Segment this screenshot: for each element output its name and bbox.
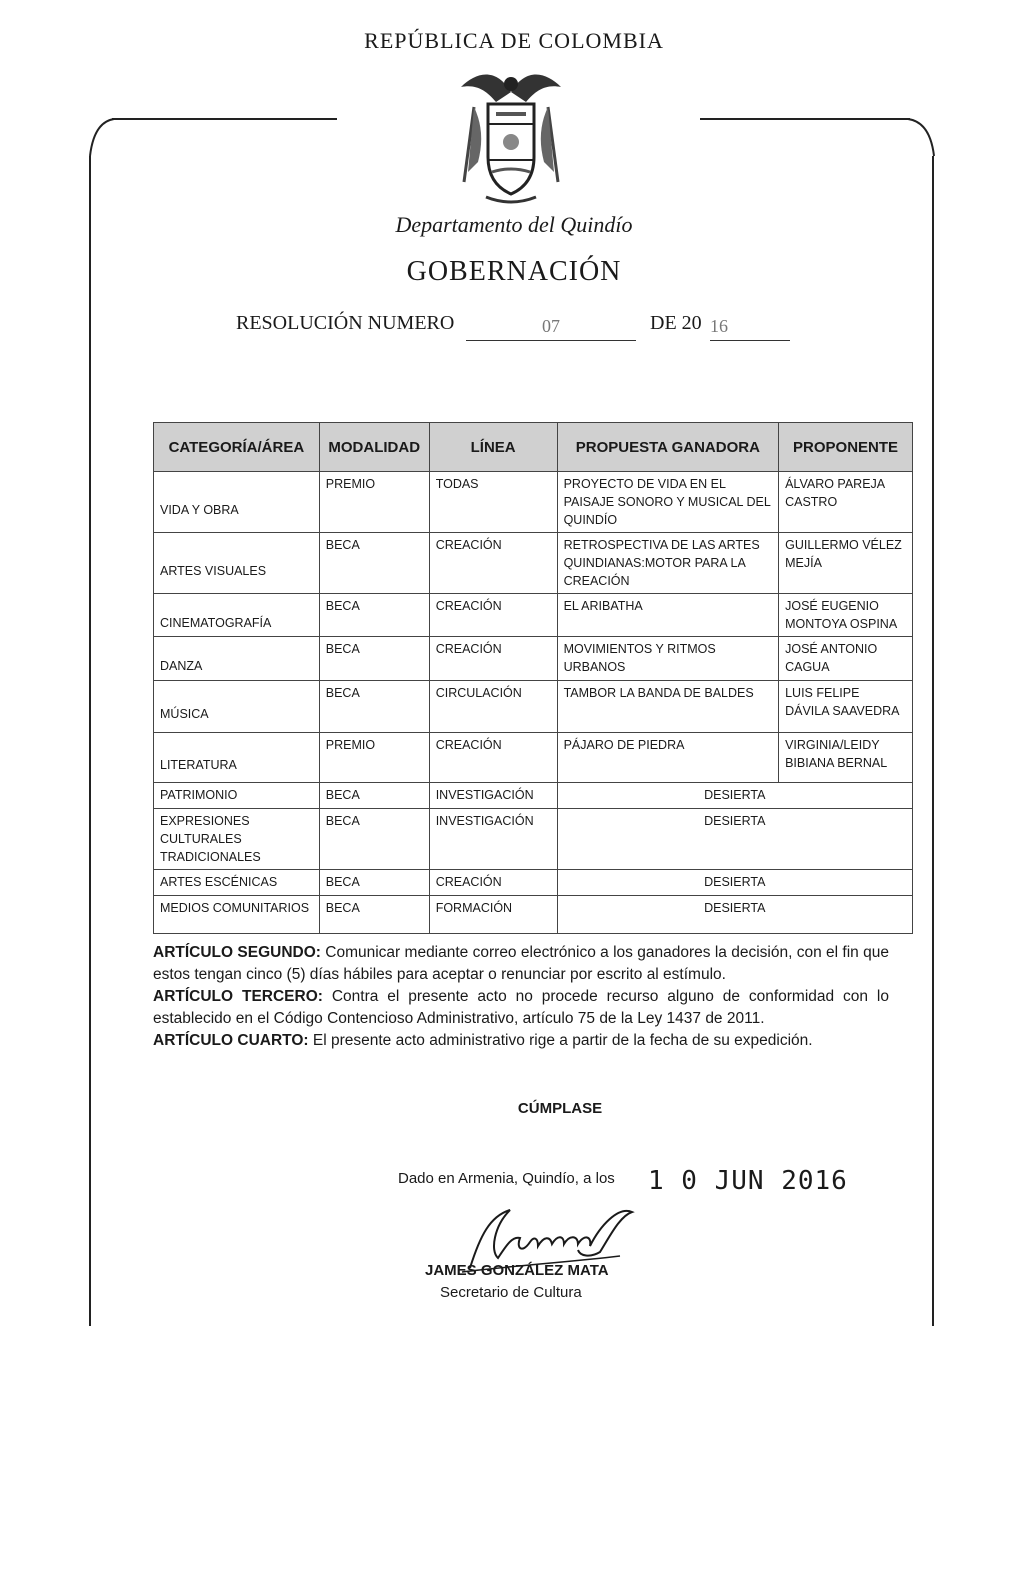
date-stamp: 1 0 JUN 2016 [648, 1166, 848, 1196]
cell-categoria: MEDIOS COMUNITARIOS [154, 896, 320, 934]
cumplase-heading: CÚMPLASE [517, 1100, 603, 1117]
cell-proponente: JOSÉ EUGENIO MONTOYA OSPINA [779, 594, 913, 637]
frame-corner-left [86, 118, 116, 158]
cell-desierta: DESIERTA [557, 896, 912, 934]
frame-top-right [700, 118, 910, 120]
cell-modalidad: BECA [319, 783, 429, 809]
cell-proponente: VIRGINIA/LEIDY BIBIANA BERNAL [779, 733, 913, 783]
table-row [154, 870, 913, 896]
resolution-label: RESOLUCIÓN NUMERO [236, 312, 455, 334]
article-tercero [153, 986, 889, 1030]
cell-linea: INVESTIGACIÓN [429, 809, 557, 870]
column-header: CATEGORÍA/ÁREA [154, 423, 320, 472]
table-row [154, 681, 913, 733]
country-heading: REPÚBLICA DE COLOMBIA [364, 28, 664, 53]
table-row [154, 783, 913, 809]
cell-desierta: DESIERTA [557, 783, 912, 809]
cell-modalidad: BECA [319, 870, 429, 896]
cell-propuesta: RETROSPECTIVA DE LAS ARTES QUINDIANAS:MOTOR PARA LA CREACIÓN [557, 533, 779, 594]
cell-proponente: ÁLVARO PAREJA CASTRO [779, 472, 913, 533]
table-row [154, 733, 913, 783]
results-table [153, 422, 913, 934]
cell-linea: TODAS [429, 472, 557, 533]
frame-corner-right [906, 118, 940, 158]
cell-linea: INVESTIGACIÓN [429, 783, 557, 809]
entity-title: GOBERNACIÓN [406, 256, 622, 287]
cell-proponente: GUILLERMO VÉLEZ MEJÍA [779, 533, 913, 594]
column-header: PROPUESTA GANADORA [557, 423, 779, 472]
cell-linea: FORMACIÓN [429, 896, 557, 934]
cell-modalidad: BECA [319, 896, 429, 934]
article-segundo [153, 942, 889, 986]
cell-linea: CREACIÓN [429, 870, 557, 896]
cell-modalidad: BECA [319, 681, 429, 733]
column-header: LÍNEA [429, 423, 557, 472]
signer-name: JAMES GONZÁLEZ MATA [425, 1262, 609, 1279]
article-text: El presente acto administrativo rige a partir de la fecha de su expedición. [312, 1032, 813, 1049]
cell-propuesta: MOVIMIENTOS Y RITMOS URBANOS [557, 637, 779, 681]
year-label: DE 20 [650, 312, 702, 334]
column-header: PROPONENTE [779, 423, 913, 472]
table-row [154, 594, 913, 637]
cell-desierta: DESIERTA [557, 809, 912, 870]
department-name: Departamento del Quindío [395, 212, 633, 237]
cell-modalidad: PREMIO [319, 733, 429, 783]
place-date-text: Dado en Armenia, Quindío, a los [398, 1170, 615, 1187]
cell-proponente: JOSÉ ANTONIO CAGUA [779, 637, 913, 681]
cell-modalidad: BECA [319, 637, 429, 681]
coat-of-arms-icon [456, 62, 566, 207]
article-label: ARTÍCULO TERCERO: [153, 988, 323, 1005]
cell-linea: CREACIÓN [429, 733, 557, 783]
cell-linea: CREACIÓN [429, 533, 557, 594]
cell-linea: CREACIÓN [429, 637, 557, 681]
article-label: ARTÍCULO CUARTO: [153, 1032, 309, 1049]
cell-categoria: CINEMATOGRAFÍA [154, 594, 320, 637]
articles-block [153, 942, 889, 1052]
cell-linea: CIRCULACIÓN [429, 681, 557, 733]
column-header: MODALIDAD [319, 423, 429, 472]
resolution-number: 07 [466, 316, 636, 341]
frame-left [89, 156, 91, 1326]
cell-modalidad: PREMIO [319, 472, 429, 533]
frame-right [932, 156, 934, 1326]
table-row [154, 533, 913, 594]
cell-modalidad: BECA [319, 533, 429, 594]
cell-categoria: DANZA [154, 637, 320, 681]
table-row [154, 896, 913, 934]
cell-categoria: VIDA Y OBRA [154, 472, 320, 533]
cell-modalidad: BECA [319, 809, 429, 870]
table-row [154, 472, 913, 533]
article-label: ARTÍCULO SEGUNDO: [153, 944, 321, 961]
cell-propuesta: TAMBOR LA BANDA DE BALDES [557, 681, 779, 733]
signer-role: Secretario de Cultura [440, 1284, 582, 1301]
table-header-row [154, 423, 913, 472]
cell-propuesta: PÁJARO DE PIEDRA [557, 733, 779, 783]
cell-propuesta: PROYECTO DE VIDA EN EL PAISAJE SONORO Y MUSICAL DEL QUINDÍO [557, 472, 779, 533]
cell-proponente: LUIS FELIPE DÁVILA SAAVEDRA [779, 681, 913, 733]
cell-categoria: LITERATURA [154, 733, 320, 783]
frame-top-left [112, 118, 337, 120]
table-row [154, 809, 913, 870]
cell-categoria: EXPRESIONES CULTURALES TRADICIONALES [154, 809, 320, 870]
cell-propuesta: EL ARIBATHA [557, 594, 779, 637]
cell-categoria: MÚSICA [154, 681, 320, 733]
cell-categoria: ARTES ESCÉNICAS [154, 870, 320, 896]
year-digits: 16 [710, 316, 790, 341]
table-row [154, 637, 913, 681]
article-text: Comunicar mediante correo electrónico a los ganadores la decisión, con el fin que estos tengan cinco (5) días hábiles para aceptar o renunciar por escrito al estímulo. [153, 944, 889, 983]
article-text: Contra el presente acto no procede recurso alguno de conformidad con lo establecido en el Código Contencioso Administrativo, artículo 75 de la Ley 1437 de 2011. [153, 988, 889, 1027]
cell-categoria: ARTES VISUALES [154, 533, 320, 594]
cell-modalidad: BECA [319, 594, 429, 637]
cell-linea: CREACIÓN [429, 594, 557, 637]
cell-categoria: PATRIMONIO [154, 783, 320, 809]
cell-desierta: DESIERTA [557, 870, 912, 896]
article-cuarto [153, 1030, 889, 1052]
